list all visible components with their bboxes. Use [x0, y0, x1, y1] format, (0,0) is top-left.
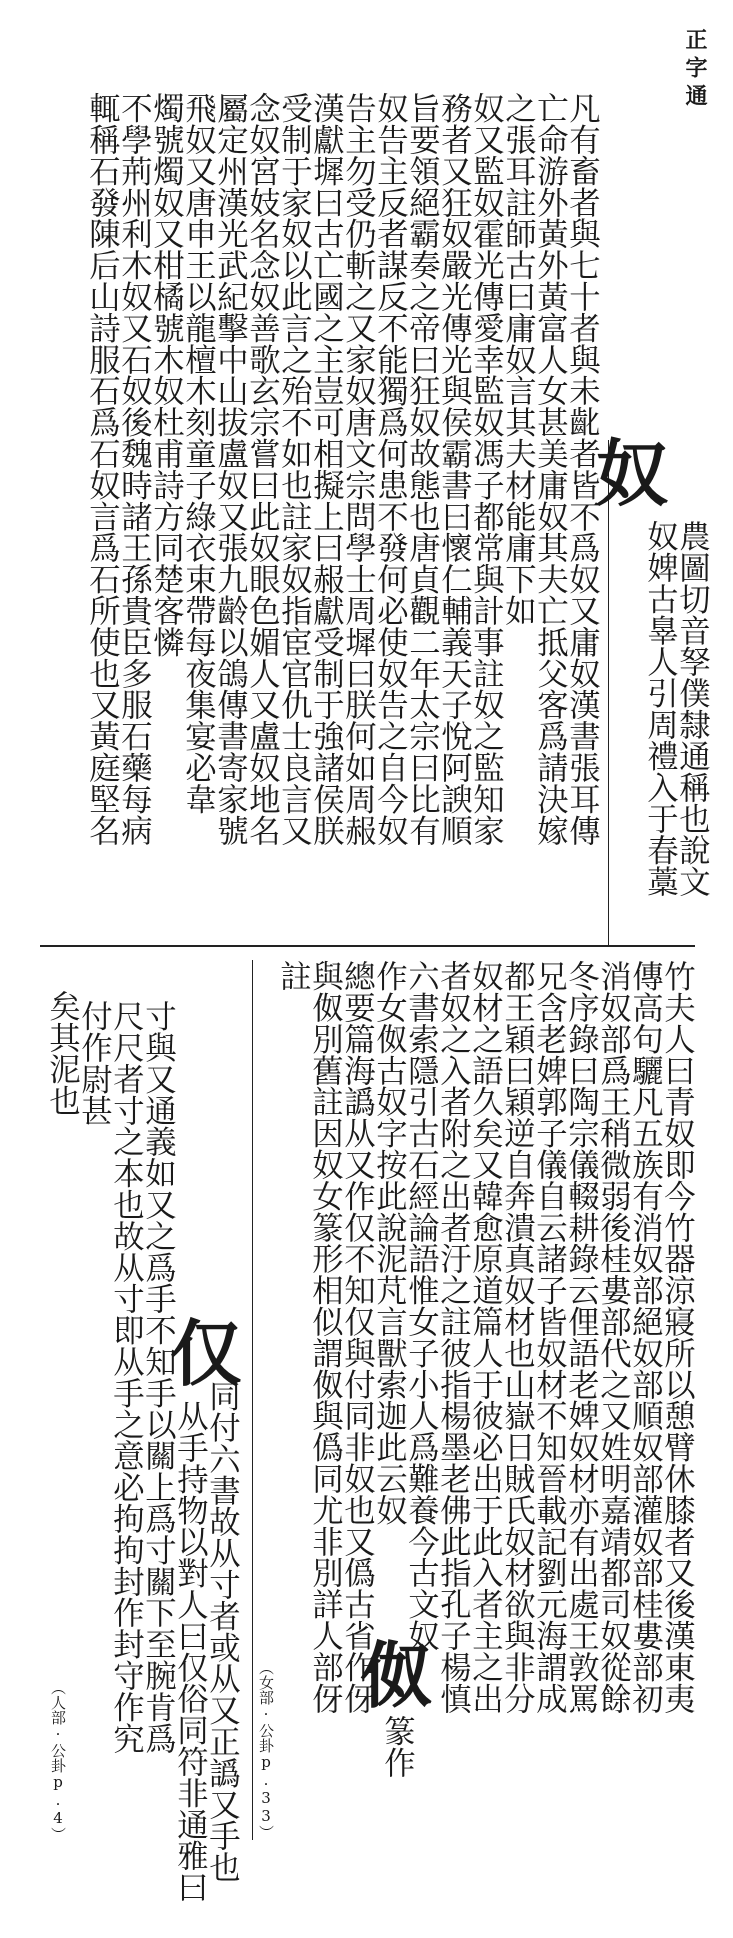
head-character-you: 伮: [360, 1633, 433, 1718]
text-column: 與伮別舊註因奴女篆形相似謂伮與僞同尤非別詳人部伢: [306, 960, 343, 1714]
text-column: 之張耳註師古曰庸奴言其夫材能庸下如: [499, 92, 536, 626]
text-column: 者奴之入者附之出者汙之註彼指楊墨老佛此指孔子楊慎: [434, 960, 471, 1714]
text-column: 燭號燭奴又柑橘號木奴杜甫詩方同楚客憐: [147, 92, 184, 658]
text-column: 農圖切音孥僕隸通稱也說文: [673, 520, 710, 897]
text-column: 旨要領絕霸奏之帝曰狂奴故態也唐貞觀二年太宗曰比有: [403, 92, 440, 846]
page-header-title: 正字通: [682, 28, 708, 112]
text-column: 矣其泥也: [43, 990, 80, 1116]
text-column: 奴又監奴霍光傳愛幸監奴馮子都常與計事註奴之監知家: [467, 92, 504, 846]
head-character-nu: 奴: [596, 431, 669, 516]
text-column: 竹夫人曰青奴即今竹器涼寢所以憩臂休膝者又後漢東夷: [658, 960, 695, 1714]
text-column: 奴婢古辠人引周禮入于春藁: [641, 520, 678, 897]
text-column: 總要篇海譌从又作仅不知仅與付同非奴也又僞古省作伢: [338, 960, 375, 1714]
head-character-ren: 仅: [170, 1311, 243, 1396]
text-column: 兄含老婢郭子儀自云諸子皆奴材不知晉載記劉元海謂成: [530, 960, 567, 1714]
text-column: 从手持物以對人曰仅俗同符非通雅曰: [171, 1400, 208, 1903]
text-column: 不學荊州利木奴又石奴後魏時諸王孫貴臣多服石藥每病: [115, 92, 152, 846]
text-column: 作女伮古奴字按此說泥芃言獸索迦此云奴: [370, 960, 407, 1526]
text-column: 都王穎曰穎逆自奔潰真奴材也山嶽日賊氏奴材欲與非分: [498, 960, 535, 1714]
block-divider-line: [252, 960, 253, 1840]
text-column: 同付六書故从寸者或从又正譌又手也: [203, 1380, 240, 1883]
text-column: 凡有畜者與七十者與未齔者皆不爲奴又庸奴漢書張耳傳: [563, 92, 600, 846]
text-column: 註: [274, 960, 311, 992]
text-column: 受制于家奴以此言之殆不如也註家奴指宦官仇士良言又: [275, 92, 312, 846]
text-column: 尺尺者寸之本也故从寸即从手之意必拘拘封作封守作究: [107, 1000, 144, 1754]
text-column: 奴告主反者謀反不能獨爲何患不發何必使奴告之自今奴: [371, 92, 408, 846]
section-divider-line: [40, 945, 695, 947]
text-column: 屬定州漢光武紀擊中山拔盧奴又張九齡以鴿傳書寄家號: [211, 92, 248, 846]
text-column: 飛奴又唐申王以龍檀木刻童子綠衣束帶每夜集宴必韋: [179, 92, 216, 815]
text-column: 奴材之語久矣又韓愈原道篇人于彼必出于此入者主之出: [466, 960, 503, 1714]
text-column: 傳高句驪凡五族有消奴部絕奴部順奴部灌奴部桂婁部初: [626, 960, 663, 1714]
text-column: 漢獻墀曰古亡國之主豈可相擬上曰赧獻受制于強諸侯朕: [307, 92, 344, 846]
text-column: 六書索隱引古石經論語惟女子小人爲難養今古文奴: [402, 960, 439, 1651]
source-note: （女部·公卦p.33）: [257, 1660, 275, 1840]
text-column: 篆作: [378, 1715, 415, 1778]
text-column: 念奴宮妓名念奴善歌玄宗嘗曰此奴眼色媚人又盧奴地名: [243, 92, 280, 846]
text-column: 冬序錄曰陶宗儀輟耕錄云俚語老婢奴材亦有出處王敦罵: [562, 960, 599, 1714]
source-note: （人部·公卦p.4）: [49, 1680, 67, 1842]
text-column: 亡命游外黃外黃富人女甚美庸奴其夫亡抵父客爲請決嫁: [531, 92, 568, 846]
text-column: 告主勿受仍斬之又家奴唐文宗問學士周墀曰朕何如周赧: [339, 92, 376, 846]
text-column: 務者又狂奴嚴光傳光與侯霸書曰懷仁輔義天子悅阿諛順: [435, 92, 472, 846]
text-column: 消奴部爲王稍微弱後桂婁部代之又姓明嘉靖都司奴從餘: [594, 960, 631, 1714]
text-column: 寸與又通義如又之爲手不知手以關上爲寸關下至腕肯爲: [139, 1000, 176, 1754]
text-column: 輒稱石發陳后山詩服石爲石奴言爲石所使也又黃庭堅名: [83, 92, 120, 846]
text-column: 付作尉甚: [75, 1000, 112, 1126]
